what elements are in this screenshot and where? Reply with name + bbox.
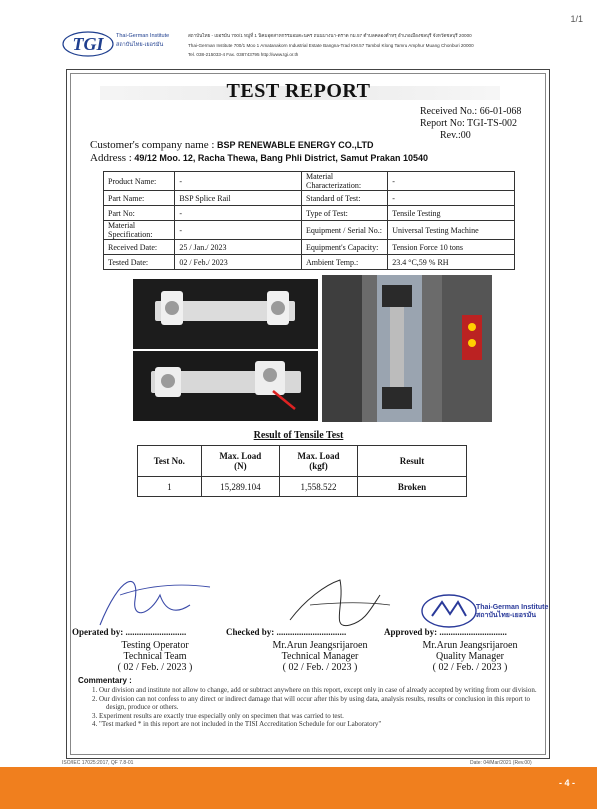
cell-result: Broken [357, 477, 466, 497]
customer-name: BSP RENEWABLE ENERGY CO.,LTD [217, 140, 374, 150]
checked-by-label: Checked by: ............................... [226, 627, 347, 637]
info-label: Product Name: [104, 172, 175, 191]
tgi-stamp-icon [420, 592, 478, 630]
info-label: Tested Date: [104, 255, 175, 270]
info-label: Equipment / Serial No.: [302, 221, 388, 240]
info-value: BSP Splice Rail [175, 191, 302, 206]
info-value: - [175, 172, 302, 191]
report-no: Report No: TGI-TS-002 [420, 118, 518, 129]
table-row [104, 221, 515, 240]
address-line-2: Thai-German Institute 700/1 Moo 1 Amatanakorn Industrial Estate Bangna-Trad KM.57 Tambol Klong Tamru Amphur Muang Chonburi 20000 [188, 42, 474, 48]
info-label: Equipment's Capacity: [302, 240, 388, 255]
signature-quality-manager: Mr.Arun Jeangsrijaroen Quality Manager ( 02 / Feb. / 2023 ) [422, 640, 518, 673]
commentary-label: Commentary : [78, 676, 132, 685]
revision: Rev.:00 [440, 130, 471, 141]
customer-label: Customer's company name : [90, 139, 215, 151]
address-line-1: สถาบันไทย - เยอรมัน 700/1 หมู่ที่ 1 นิคมอุตสาหกรรมอมตะนคร ถนนบางนา-ตราด กม.57 ตำบลคลองตำหรุ อำเภอเมืองชลบุรี จังหวัดชลบุรี 20000 [188, 33, 472, 38]
table-row [104, 191, 515, 206]
list-item: 1. Our division and institute not allow to change, add or subtract anywhere on this report, except only in case of already accepted by writing from our division. [92, 686, 537, 694]
col-result: Result [357, 446, 466, 477]
address-value: 49/12 Moo. 12, Racha Thewa, Bang Phli District, Samut Prakan 10540 [134, 153, 428, 163]
list-item: 3. Experiment results are exactly true especially only on specimen that was carried to test. [92, 711, 344, 720]
info-label: Ambient Temp.: [302, 255, 388, 270]
result-table [137, 445, 467, 497]
info-label: Material Characterization: [302, 172, 388, 191]
address-label: Address : [90, 152, 132, 164]
page-indicator: 1/1 [570, 14, 583, 24]
table-row [104, 255, 515, 270]
logo-text: TGI [72, 34, 104, 54]
institute-name-en: Thai-German Institute [116, 33, 170, 39]
cell-test-no: 1 [138, 477, 202, 497]
address-line-3: Tel. 038-215033-4 Fax. 038743795 http://www.tgi.or.th [188, 52, 299, 57]
cell-max-load-kgf: 1,558.522 [279, 477, 357, 497]
info-label: Received Date: [104, 240, 175, 255]
operated-by-label: Operated by: ........................... [72, 627, 187, 637]
col-test-no: Test No. [138, 446, 202, 477]
institute-name [116, 32, 186, 50]
footer-date: Date: 04/Mar/2021 (Rev.00) [470, 760, 532, 766]
header-address [188, 31, 558, 60]
signature-operator: Testing Operator Technical Team ( 02 / Feb. / 2023 ) [117, 640, 193, 673]
received-no: Received No.: 66-01-068 [420, 106, 522, 117]
list-item: 4. "Test marked * in this report are not included in the TISI Accreditation Schedule for our Laboratory" [92, 720, 382, 729]
col-max-load-kgf: Max. Load (kgf) [279, 446, 357, 477]
tgi-logo [62, 30, 114, 58]
commentary-list [92, 686, 542, 729]
cell-max-load-n: 15,289.104 [201, 477, 279, 497]
result-title: Result of Tensile Test [253, 430, 344, 441]
info-value: - [388, 172, 515, 191]
table-row [104, 240, 515, 255]
col-max-load-n: Max. Load (N) [201, 446, 279, 477]
info-value: 25 / Jan./ 2023 [175, 240, 302, 255]
info-table [103, 171, 515, 270]
list-item: 2. Our division can not confess to any direct or indirect damage that will occur after this by using data, analysis results, results or conclusion in this report to design, produce or others. [92, 694, 530, 712]
table-row [138, 477, 467, 497]
info-value: - [388, 191, 515, 206]
footer-bar [0, 767, 597, 809]
stamp-text: Thai-German Institute สถาบันไทย-เยอรมัน [476, 604, 549, 619]
info-value: - [175, 221, 302, 240]
info-value: - [175, 206, 302, 221]
info-label: Part No: [104, 206, 175, 221]
table-row [104, 172, 515, 191]
table-row [104, 206, 515, 221]
report-title: TEST REPORT [226, 80, 371, 102]
footer-page-number: - 4 - [558, 778, 575, 788]
signature-technical-manager: Mr.Arun Jeangsrijaroen Technical Manager ( 02 / Feb. / 2023 ) [272, 640, 368, 673]
info-value: 02 / Feb./ 2023 [175, 255, 302, 270]
photo-splice-rail-broken [133, 351, 318, 421]
info-value: Tension Force 10 tons [388, 240, 515, 255]
info-label: Type of Test: [302, 206, 388, 221]
approved-by-label: Approved by: .............................. [384, 627, 507, 637]
footer-form-code: ISO/IEC 17025:2017, QF 7.8-01 [62, 760, 134, 766]
report-meta [420, 106, 521, 142]
photo-testing-machine [322, 275, 492, 422]
info-label: Part Name: [104, 191, 175, 206]
institute-name-th: สถาบันไทย-เยอรมัน [116, 42, 164, 48]
info-value: Tensile Testing [388, 206, 515, 221]
photo-splice-rail-top [133, 279, 318, 349]
info-label: Standard of Test: [302, 191, 388, 206]
info-value: 23.4 °C,59 % RH [388, 255, 515, 270]
info-label: Material Specification: [104, 221, 175, 240]
customer-block [90, 139, 428, 165]
info-value: Universal Testing Machine [388, 221, 515, 240]
